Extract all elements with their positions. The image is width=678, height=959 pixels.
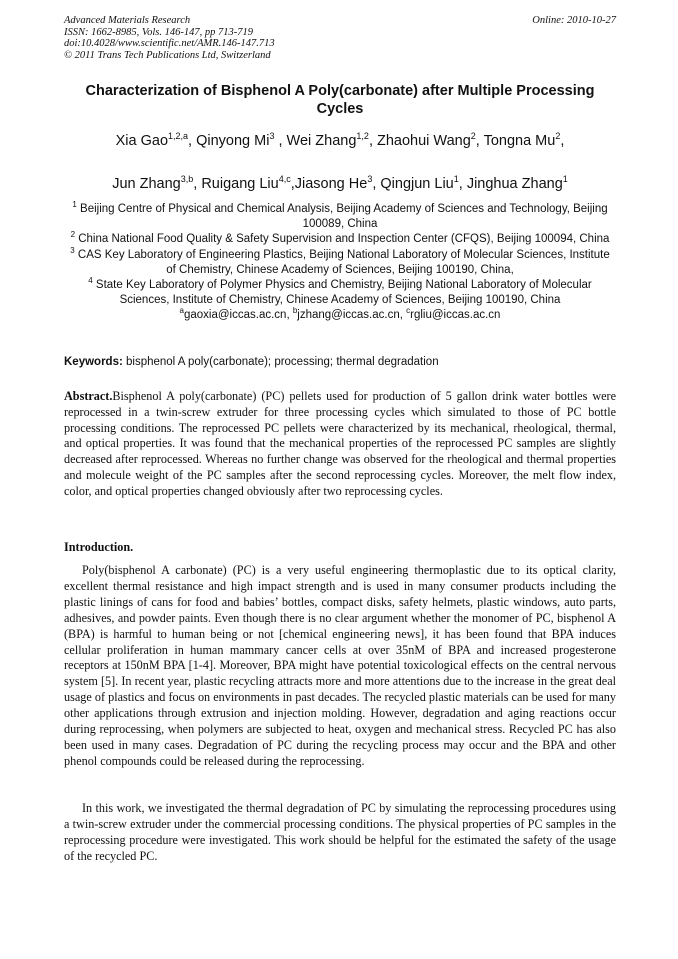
introduction-paragraph-1: Poly(bisphenol A carbonate) (PC) is a very useful engineering thermoplastic due to its optical clarity, excellent thermal resistance and high impact strength and is used in many consumer products including the plastic linings of cans for food and babies’ bottles, compact disks, safety helmets, plastic windows, auto parts, adhesives, and powder paints. Even though there is no clear argument whether the monomer of PC, bisphenol A (BPA) is harmful to human being or not [chemical engineering news], it has been found that BPA induces cellular proliferation in human mammary cancer cells at over 35nM of BPA and increased progesterone receptors at 150nM BPA [1-4]. Moreover, BPA might have potential toxicological effects on the central nervous system [5]. In recent year, plastic recycling attracts more and more attentions due to the increase in the great deal usage of plastics and focus on environments in past decades. The recycled plastic materials can be used for many other applications through extrusion and injection molding. However, degradation and aging reactions occur during reprocessing, when polymers are subjected to heat, oxygen and mechanical stress. Recycled PC has also been used in many cases. Degradation of PC during the recycling process may occur and the BPA and other phenol compounds could be released during the reprocessing. <box>64 563 616 768</box>
author-sup: 2 <box>555 131 561 141</box>
author-name: , Qinyong Mi <box>188 133 270 149</box>
keywords-label: Keywords: <box>64 356 123 368</box>
abstract-text: Bisphenol A poly(carbonate) (PC) pellets used for production of 5 gallon drink water bottles were reprocessed in a twin-screw extruder for three processing cycles which simulated to those of PC bottle processing conditions. The reprocessed PC pellets were characterized by its mechanical, rheological, thermal, and optical properties. It was found that the mechanical properties of the reprocessed PC samples are slightly decreased after reprocessed. Whereas no further change was observed for the rheological and thermal properties and molecule weight of the PC samples after the second reprocessing cycles. Moreover, the melt flow index, color, and optical properties changed obviously after two reprocessing cycles. <box>64 389 616 498</box>
journal-doi[interactable]: doi:10.4028/www.scientific.net/AMR.146-147.713 <box>64 38 275 49</box>
affiliation-num: 3 <box>70 245 75 255</box>
author-sup: 3 <box>367 174 373 184</box>
online-date: Online: 2010-10-27 <box>532 15 616 26</box>
author-emails <box>64 308 616 323</box>
affiliation-text: China National Food Quality & Safety Supervision and Inspection Center (CFQS), Beijing 100094, China <box>78 233 610 246</box>
author-name: , Tongna Mu <box>475 133 556 149</box>
affiliation-4 <box>64 278 616 308</box>
author-name: ,Jiasong He <box>290 176 368 192</box>
affiliations <box>64 202 616 324</box>
affiliation-num: 2 <box>70 230 76 240</box>
journal-issn: ISSN: 1662-8985, Vols. 146-147, pp 713-719 <box>64 26 253 38</box>
journal-copyright: © 2011 Trans Tech Publications Ltd, Switzerland <box>64 49 271 61</box>
email-link[interactable]: rgliu@iccas.ac.cn <box>410 309 501 322</box>
affiliation-1 <box>64 202 616 232</box>
introduction-heading: Introduction. <box>64 540 134 554</box>
affiliation-num: 1 <box>72 200 77 209</box>
author-name: , Ruigang Liu <box>193 176 279 192</box>
author-sup: 3 <box>269 131 275 141</box>
author-name: , Wei Zhang <box>274 133 357 149</box>
author-line-1 <box>64 132 616 150</box>
author-sup: 1,2 <box>356 131 369 141</box>
author-name: Jun Zhang <box>112 176 181 192</box>
author-name: , Zhaohui Wang <box>368 133 471 149</box>
author-name: , Jinghua Zhang <box>458 176 563 192</box>
affiliation-2 <box>64 232 616 247</box>
email-sup: a <box>179 306 184 316</box>
affiliation-3 <box>64 245 616 278</box>
email-sup: c <box>406 306 411 316</box>
keywords <box>64 355 616 370</box>
author-sup: 3,b <box>180 174 194 184</box>
author-sup: 2 <box>470 131 476 141</box>
email-link[interactable]: jzhang@iccas.ac.cn, <box>297 309 407 322</box>
journal-name: Advanced Materials Research <box>64 15 191 26</box>
author-sup: 1,2,a <box>168 131 189 141</box>
author-line-2 <box>64 175 616 193</box>
author-sup: 4,c <box>278 174 291 184</box>
paper-title: Characterization of Bisphenol A Poly(carbonate) after Multiple Processing Cycles <box>85 83 595 117</box>
affiliation-num: 4 <box>88 276 93 286</box>
introduction-paragraph-2: In this work, we investigated the thermal degradation of PC by simulating the reprocessing procedures using a twin-screw extruder under the commercial processing conditions. The physical properties of PC samples in the reprocessing procedure were investigated. This work should be helpful for the estimated the safety of the usage of the recycled PC. <box>64 801 616 863</box>
email-link[interactable]: gaoxia@iccas.ac.cn, <box>184 309 293 322</box>
affiliation-text: CAS Key Laboratory of Engineering Plastics, Beijing National Laboratory of Molecular Sciences, Institute of Chemistry, Chinese Academy of Sciences, Beijing 100190, China, <box>77 248 610 276</box>
author-separator: , <box>560 133 565 149</box>
affiliation-text: Beijing Centre of Physical and Chemical Analysis, Beijing Academy of Sciences and Technology, Beijing 100089, China <box>80 203 608 231</box>
affiliation-text: State Key Laboratory of Polymer Physics and Chemistry, Beijing National Laboratory of Molecular Sciences, Institute of Chemistry, Chinese Academy of Sciences, Beijing 100190, China <box>95 279 592 307</box>
author-name: Xia Gao <box>115 133 169 149</box>
author-sup: 1 <box>453 174 459 184</box>
journal-header <box>64 15 616 61</box>
email-sup: b <box>292 306 298 316</box>
abstract-label: Abstract. <box>64 389 113 403</box>
author-sup: 1 <box>562 174 568 184</box>
abstract <box>64 389 616 500</box>
author-name: , Qingjun Liu <box>372 176 454 192</box>
keywords-text: bisphenol A poly(carbonate); processing; thermal degradation <box>122 356 439 368</box>
